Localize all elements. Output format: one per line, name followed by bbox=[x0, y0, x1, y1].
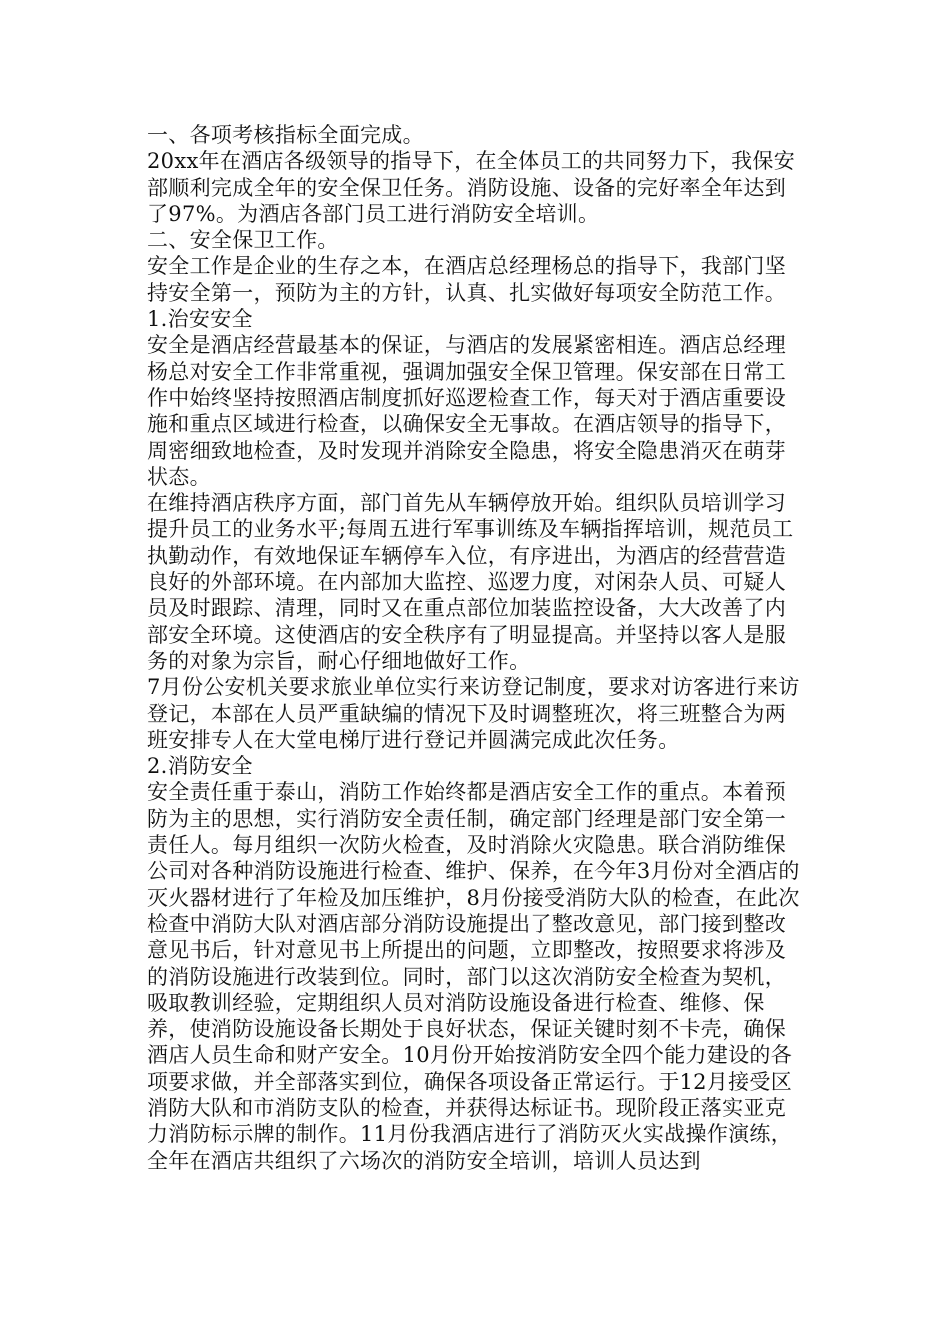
heading-public-security: 1.治安安全 bbox=[147, 307, 253, 332]
paragraph-visitor-registration: 7月份公安机关要求旅业单位实行来访登记制度，要求对访客进行来访登记，本部在人员严重缺编的情况下及时调整班次，将三班整合为两班安排专人在大堂电梯厅进行登记并圆满完成此次任务。 bbox=[147, 675, 800, 752]
paragraph-public-security: 安全是酒店经营最基本的保证，与酒店的发展紧密相连。酒店总经理杨总对安全工作非常重视，强调加强安全保卫管理。保安部在日常工作中始终坚持按照酒店制度抓好巡逻检查工作，每天对于酒店重要设施和重点区域进行检查，以确保安全无事故。在酒店领导的指导下，周密细致地检查，及时发现并消除安全隐患，将安全隐患消灭在萌芽状态。 bbox=[147, 333, 786, 489]
paragraph-security-intro: 安全工作是企业的生存之本，在酒店总经理杨总的指导下，我部门坚持安全第一，预防为主的方针，认真、扎实做好每项安全防范工作。 bbox=[147, 254, 786, 305]
document-body bbox=[147, 122, 807, 1174]
paragraph-fire-safety: 安全责任重于泰山，消防工作始终都是酒店安全工作的重点。本着预防为主的思想，实行消防安全责任制，确定部门经理是部门安全第一责任人。每月组织一次防火检查，及时消除火灾隐患。联合消防维保公司对各种消防设施进行检查、维护、保养，在今年3月份对全酒店的灭火器材进行了年检及加压维护，8月份接受消防大队的检查，在此次检查中消防大队对酒店部分消防设施提出了整改意见，部门接到整改意见书后，针对意见书上所提出的问题，立即整改，按照要求将涉及的消防设施进行改装到位。同时，部门以这次消防安全检查为契机，吸取教训经验，定期组织人员对消防设施设备进行检查、维修、保养，使消防设施设备长期处于良好状态，保证关键时刻不卡壳，确保酒店人员生命和财产安全。10月份开始按消防安全四个能力建设的各项要求做，并全部落实到位，确保各项设备正常运行。于12月接受区消防大队和市消防支队的检查，并获得达标证书。现阶段正落实亚克力消防标示牌的制作。11月份我酒店进行了消防灭火实战操作演练，全年在酒店共组织了六场次的消防安全培训，培训人员达到 bbox=[147, 780, 800, 1173]
heading-security: 二、安全保卫工作。 bbox=[147, 228, 339, 253]
heading-fire-safety: 2.消防安全 bbox=[147, 754, 253, 779]
paragraph-overview: 20xx年在酒店各级领导的指导下，在全体员工的共同努力下，我保安部顺利完成全年的安全保卫任务。消防设施、设备的完好率全年达到了97%。为酒店各部门员工进行消防安全培训。 bbox=[147, 149, 796, 226]
heading-assessment: 一、各项考核指标全面完成。 bbox=[147, 123, 424, 147]
paragraph-order: 在维持酒店秩序方面，部门首先从车辆停放开始。组织队员培训学习提升员工的业务水平;每周五进行军事训练及车辆指挥培训，规范员工执勤动作，有效地保证车辆停车入位，有序进出，为酒店的经营营造良好的外部环境。在内部加大监控、巡逻力度，对闲杂人员、可疑人员及时跟踪、清理，同时又在重点部位加装监控设备，大大改善了内部安全环境。这使酒店的安全秩序有了明显提高。并坚持以客人是服务的对象为宗旨，耐心仔细地做好工作。 bbox=[147, 491, 794, 673]
